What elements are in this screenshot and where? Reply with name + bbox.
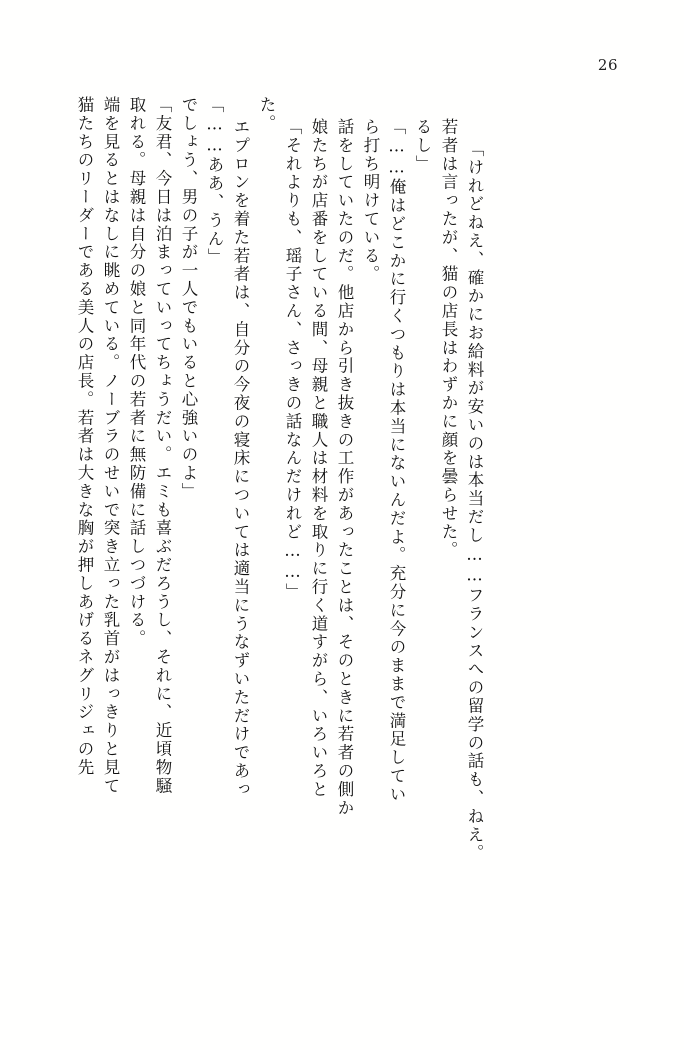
text-column: 「……俺はどこかに行くつもりは本当にないんだよ。充分に今のままで満足してい [387, 118, 406, 804]
text-column: るし」 [413, 118, 432, 174]
text-column: ら打ち明けている。 [361, 118, 380, 284]
text-column: 「けれどねえ、確かにお給料が安いのは本当だし……フランスへの留学の話も、ねえ。 [465, 140, 484, 863]
text-column: た。 [257, 96, 276, 133]
text-column: エプロンを着た若者は、自分の今夜の寝床については適当にうなずいただけであっ [231, 118, 250, 799]
text-column: 「……ああ、うん」 [205, 96, 224, 267]
text-column: 取れる。母親は自分の娘と同年代の若者に無防備に話しつづける。 [127, 96, 146, 648]
page-number: 26 [597, 56, 618, 74]
text-column: 話をしていたのだ。他店から引き抜きの工作があったことは、そのときに若者の側か [335, 118, 354, 818]
text-column: 娘たちが店番をしている間、母親と職人は材料を取りに行く道すがら、いろいろと [309, 118, 328, 799]
text-column: 「友君、今日は泊まっていってちょうだい。エミも喜ぶだろうし、それに、近頃物騒 [153, 96, 172, 796]
text-column: 「それよりも、瑶子さん、さっきの話なんだけれど……」 [283, 118, 302, 602]
body-text-block [66, 96, 626, 976]
text-column: でしょう、男の子が一人でもいると心強いのよ」 [179, 96, 198, 501]
text-column: 端を見るとはなしに眺めている。ノーブラのせいで突き立った乳首がはっきりと見て [101, 96, 120, 796]
text-column: 若者は言ったが、猫の店長はわずかに顔を曇らせた。 [439, 118, 458, 560]
text-column: 猫たちのリーダーである美人の店長。若者は大きな胸が押しあげるネグリジェの先 [75, 96, 94, 777]
